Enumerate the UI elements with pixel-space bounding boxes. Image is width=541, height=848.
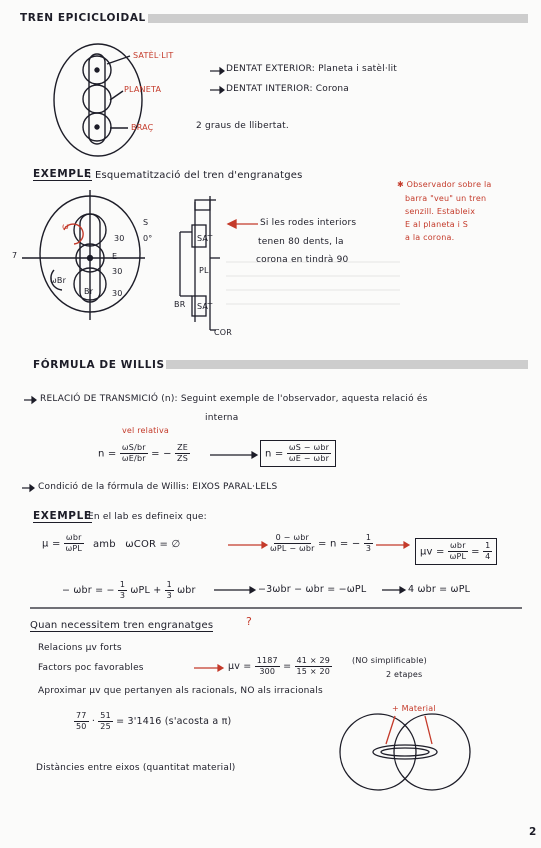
section-title-epicycloid: TREN EPICICLOIDAL [20, 12, 146, 24]
degrees-of-freedom: 2 graus de llibertat. [196, 121, 289, 131]
epicycloid-diagram [54, 44, 142, 156]
not-simplifiable-note: (NO simplificable) [352, 656, 427, 665]
factor-fraction: μv = $\frac{1187}{300}$ = $\frac{41 \times 29}{15 \times 20}$ [228, 656, 331, 676]
title-highlight-bar [166, 360, 528, 369]
diagram-label-30c: 30 [112, 289, 123, 298]
asterisk-icon: ✱ [397, 180, 407, 189]
planet-label: PLANETA [124, 85, 162, 94]
example2-title: EXEMPLE [33, 510, 92, 522]
mu-result-boxed: μv = $\frac{\text{ωbr}}{\text{ωPL}}$ = $\frac{1}{4}$ [415, 538, 497, 565]
derivation-result: 4 ωbr = ωPL [408, 584, 471, 595]
diagram-label-s: S [143, 218, 149, 227]
schematic-sat2: SAT [197, 302, 213, 311]
observer-note-4: E al planeta i S [405, 220, 469, 229]
example2-intro: En el lab es defineix que: [88, 512, 207, 522]
diagram-label-br: Br [84, 287, 94, 296]
title-highlight-bar [148, 14, 528, 23]
section-title-when: Quan necessitem tren engranatges [30, 620, 214, 631]
internal-teeth-note: DENTAT INTERIOR: Corona [226, 84, 350, 94]
willis-formula-boxed: n = $\frac{\text{ωS − ωbr}}{\text{ωE − ωbr}}$ [260, 440, 336, 467]
material-label: + Material [392, 704, 436, 713]
item-strong-ratios: Relacions μv forts [38, 643, 122, 653]
gear-pair-diagram [340, 714, 470, 790]
derivation-step: −3ωbr − ωbr = −ωPL [258, 584, 367, 595]
observer-note-5: a la corona. [405, 233, 455, 242]
diagram-label-7: 7 [12, 251, 18, 260]
pi-approximation: $\frac{77}{50}$ · $\frac{51}{25}$ = 3'1416 (s'acosta a π) [76, 711, 232, 731]
arm-label: BRAÇ [131, 123, 154, 132]
example-gear-diagram [22, 190, 145, 320]
schematic-cor: COR [214, 328, 233, 337]
diagram-label-omega: ω [62, 222, 69, 231]
teeth-note-line-1: Si les rodes interiors [260, 218, 357, 228]
observer-note-2: barra "veu" un tren [405, 194, 487, 203]
willis-formula: n = $\frac{\omega S/br}{\omega E/br}$ = − $\frac{ZE}{ZS}$ [98, 443, 189, 463]
observer-note-3: senzill. Estableix [405, 207, 476, 216]
item-axis-distance: Distàncies entre eixos (quantitat material) [36, 763, 236, 773]
diagram-label-30a: 30 [114, 234, 125, 243]
two-stages-note: 2 etapes [386, 670, 423, 679]
transmission-ratio-text-2: interna [205, 413, 239, 423]
item-rational-approx: Aproximar μv que pertanyen als racionals, NO als irracionals [38, 686, 323, 696]
satellite-label: SATÈL·LIT [133, 51, 174, 60]
diagram-label-wbr: ωBr [50, 276, 67, 285]
diagram-label-e: E [112, 252, 118, 261]
page-number: 2 [529, 826, 537, 838]
derivation-line: − ωbr = − $\frac{1}{3}$ ωPL + $\frac{1}{3}$ ωbr [62, 580, 196, 600]
mu-definition: μ = $\frac{\text{ωbr}}{\text{ωPL}}$ amb ωCOR = ∅ [42, 533, 181, 553]
relative-velocity-note: vel relativa [122, 426, 169, 435]
schematic-sat: SAT [197, 234, 213, 243]
transmission-ratio-text: RELACIÓ DE TRANSMICIÓ (n): Seguint exemple de l'observador, aquesta relació és [40, 394, 428, 404]
question-mark: ? [246, 615, 253, 628]
section-title-willis: FÓRMULA DE WILLIS [33, 359, 165, 371]
schematic-br: BR [174, 300, 186, 309]
example-subtitle: : Esquematització del tren d'engranatges [88, 170, 303, 181]
teeth-note-line-2: tenen 80 dents, la [258, 237, 344, 247]
teeth-note-line-3: corona en tindrà 90 [256, 255, 349, 265]
item-unfavourable-factors: Factors poc favorables [38, 663, 144, 673]
external-teeth-note: DENTAT EXTERIOR: Planeta i satèl·lit [226, 64, 398, 74]
diagram-label-30b: 30 [112, 267, 123, 276]
ratio-calculation: $\frac{\text{0 − ωbr}}{\text{ωPL − ωbr}}$ = n = − $\frac{1}{3}$ [270, 533, 372, 553]
example-title: EXEMPLE [33, 168, 92, 180]
willis-condition: Condició de la fórmula de Willis: EIXOS PARAL·LELS [38, 482, 278, 492]
diagram-label-0: 0° [143, 234, 153, 243]
observer-note-1: ✱ Observador sobre la [397, 180, 492, 189]
schematic-pl: PL [199, 266, 209, 275]
